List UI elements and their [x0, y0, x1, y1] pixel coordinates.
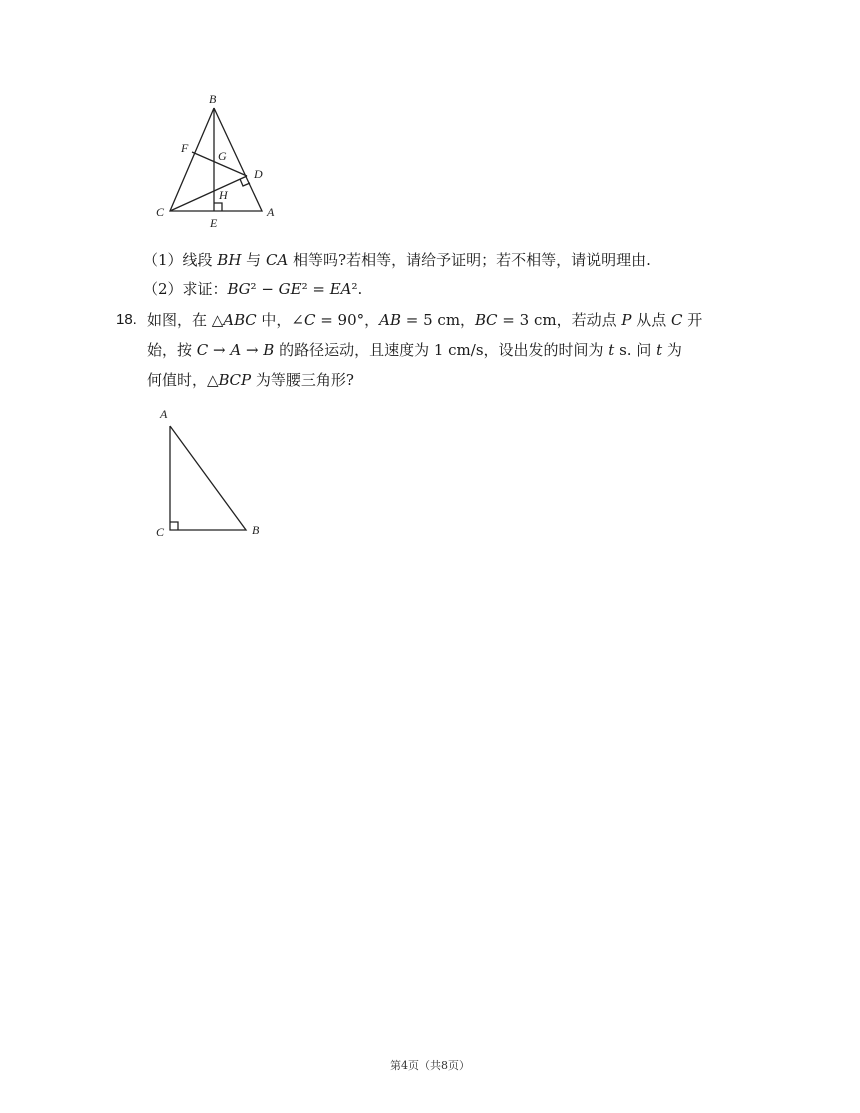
q17-part2: （2）求证：𝐵𝐺² − 𝐺𝐸² = 𝐸𝐴². — [143, 280, 363, 298]
label-c: C — [156, 205, 165, 219]
q17-part1: （1）线段 𝐵𝐻 与 𝐶𝐴 相等吗?若相等，请给予证明；若不相等，请说明理由. — [143, 251, 651, 269]
label-h: H — [219, 188, 228, 202]
right-angle-c — [170, 522, 178, 530]
segment-cd — [170, 176, 247, 211]
q18-line1: 如图，在 △𝐴𝐵𝐶 中，∠𝐶 = 90°，𝐴𝐵 = 5 cm，𝐵𝐶 = 3 cm，若动点 𝑃 从点 𝐶 开 — [147, 311, 703, 329]
label-d: D — [254, 167, 263, 181]
label-f: F — [181, 141, 189, 155]
right-angle-e — [214, 203, 222, 211]
figure-triangle-abc-altitudes — [150, 88, 290, 233]
label-b2: B — [252, 523, 260, 537]
label-g: G — [218, 149, 227, 163]
q18-line3: 何值时，△𝐵𝐶𝑃 为等腰三角形? — [147, 371, 354, 389]
label-c2: C — [156, 525, 165, 539]
page-footer: 第4页（共8页） — [390, 1059, 470, 1072]
right-triangle-outline — [170, 426, 246, 530]
triangle-outline — [170, 108, 262, 211]
q18-line2: 始，按 𝐶 → 𝐴 → 𝐵 的路径运动，且速度为 1 cm/s，设出发的时间为 𝑡 s. 问 𝑡 为 — [147, 341, 682, 359]
label-a2: A — [160, 407, 168, 421]
label-a: A — [267, 205, 275, 219]
label-e: E — [210, 216, 218, 230]
q18-number: 18. — [116, 311, 137, 328]
label-b: B — [209, 92, 217, 106]
figure-right-triangle-abc — [150, 400, 270, 545]
